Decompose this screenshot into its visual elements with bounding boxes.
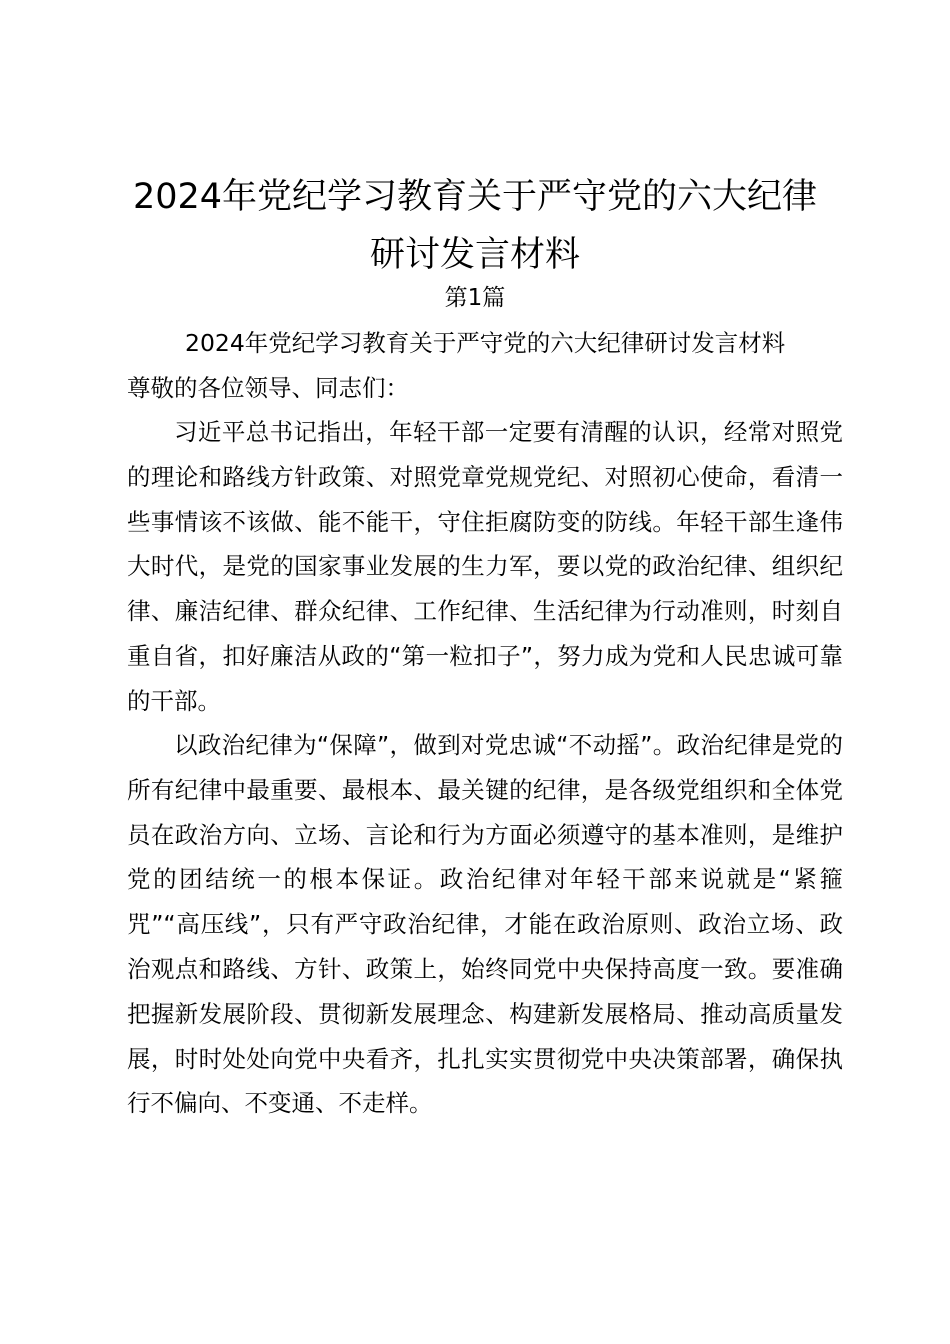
paragraph: 以政治纪律为“保障”，做到对党忠诚“不动摇”。政治纪律是党的所有纪律中最重要、最根本、最关键的纪律，是各级党组织和全体党员在政治方向、立场、言论和行为方面必须遵守的基本准则，是维护党的团结统一的根本保证。政治纪律对年轻干部来说就是“紧箍咒”“高压线”，只有严守政治纪律，才能在政治原则、政治立场、政治观点和路线、方针、政策上，始终同党中央保持高度一致。要准确把握新发展阶段、贯彻新发展理念、构建新发展格局、推动高质量发展，时时处处向党中央看齐，扎扎实实贯彻党中央决策部署，确保执行不偏向、不变通、不走样。: [127, 731, 843, 1118]
paragraph: 习近平总书记指出，年轻干部一定要有清醒的认识，经常对照党的理论和路线方针政策、对照党章党规党纪、对照初心使命，看清一些事情该不该做、能不能干，守住拒腐防变的防线。年轻干部生逢伟大时代，是党的国家事业发展的生力军，要以党的政治纪律、组织纪律、廉洁纪律、群众纪律、工作纪律、生活纪律为行动准则，时刻自重自省，扣好廉洁从政的“第一粒扣子”，努力成为党和人民忠诚可靠的干部。: [127, 418, 843, 715]
title-line-2: 研讨发言材料: [369, 235, 580, 275]
title-line-1: 2024年党纪学习教育关于严守党的六大纪律: [132, 177, 818, 217]
salutation: 尊敬的各位领导、同志们：: [127, 374, 409, 402]
chapter-label: 第1篇: [444, 285, 506, 311]
document-title: [100, 168, 850, 284]
document-subtitle: 2024年党纪学习教育关于严守党的六大纪律研讨发言材料: [185, 329, 786, 357]
